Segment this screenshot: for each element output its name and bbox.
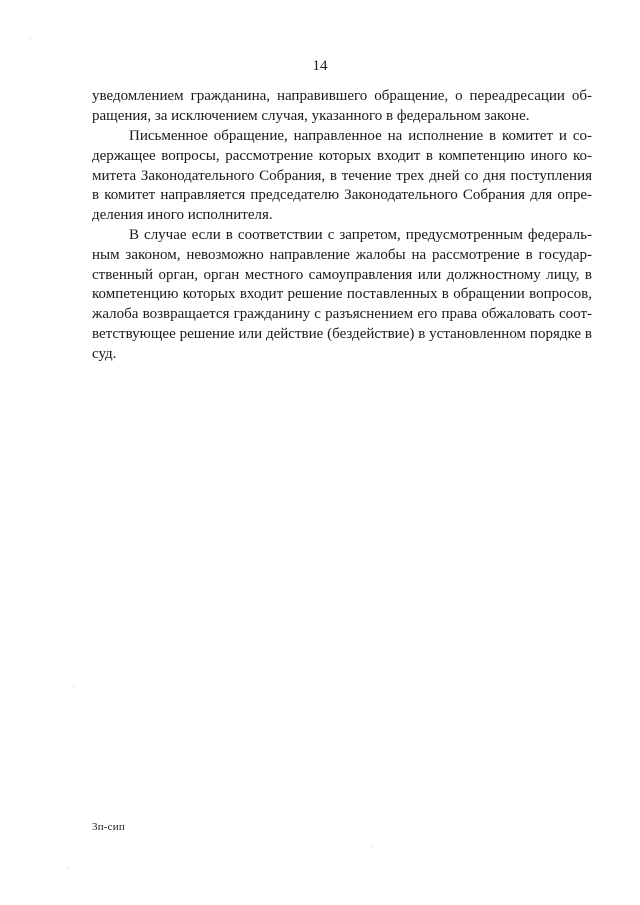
paragraph-2	[92, 127, 592, 226]
scan-speck	[68, 868, 69, 869]
paragraph-line: суд.	[92, 345, 117, 362]
paragraph-3	[92, 226, 592, 365]
paragraph-line: ращения, за исключением случая, указанного в федеральном законе.	[92, 107, 530, 124]
paragraph-line: в комитет направляется председателю Законодательного Собрания для опре-	[92, 187, 592, 204]
paragraph-line: держащее вопросы, рассмотрение которых входит в компетенцию иного ко-	[92, 147, 592, 164]
paragraph-line: ветствующее решение или действие (бездействие) в установленном порядке в	[92, 325, 592, 342]
paragraph-line: жалоба возвращается гражданину с разъяснением его права обжаловать соот-	[92, 306, 592, 323]
paragraph-line: ным законом, невозможно направление жалобы на рассмотрение в государ-	[92, 246, 592, 263]
paragraph-line: митета Законодательного Собрания, в течение трех дней со дня поступления	[92, 167, 592, 184]
paragraph-1	[92, 87, 592, 127]
paragraph-line: В случае если в соответствии с запретом, предусмотренным федераль-	[129, 227, 592, 243]
paragraph-line: компетенцию которых входит решение поставленных в обращении вопросов,	[92, 286, 592, 303]
footer-document-code: 3п-сип	[92, 821, 125, 833]
scan-speck	[73, 686, 74, 687]
paragraph-line: ственный орган, орган местного самоуправления или должностному лицу, в	[92, 266, 592, 283]
paragraph-line: Письменное обращение, направленное на исполнение в комитет и со-	[129, 128, 592, 144]
page-number: 14	[312, 58, 328, 74]
scan-speck	[30, 38, 31, 39]
paragraph-line: уведомлением гражданина, направившего обращение, о переадресации об-	[92, 88, 592, 104]
scan-speck	[371, 846, 372, 847]
paragraph-line: деления иного исполнителя.	[92, 207, 273, 224]
